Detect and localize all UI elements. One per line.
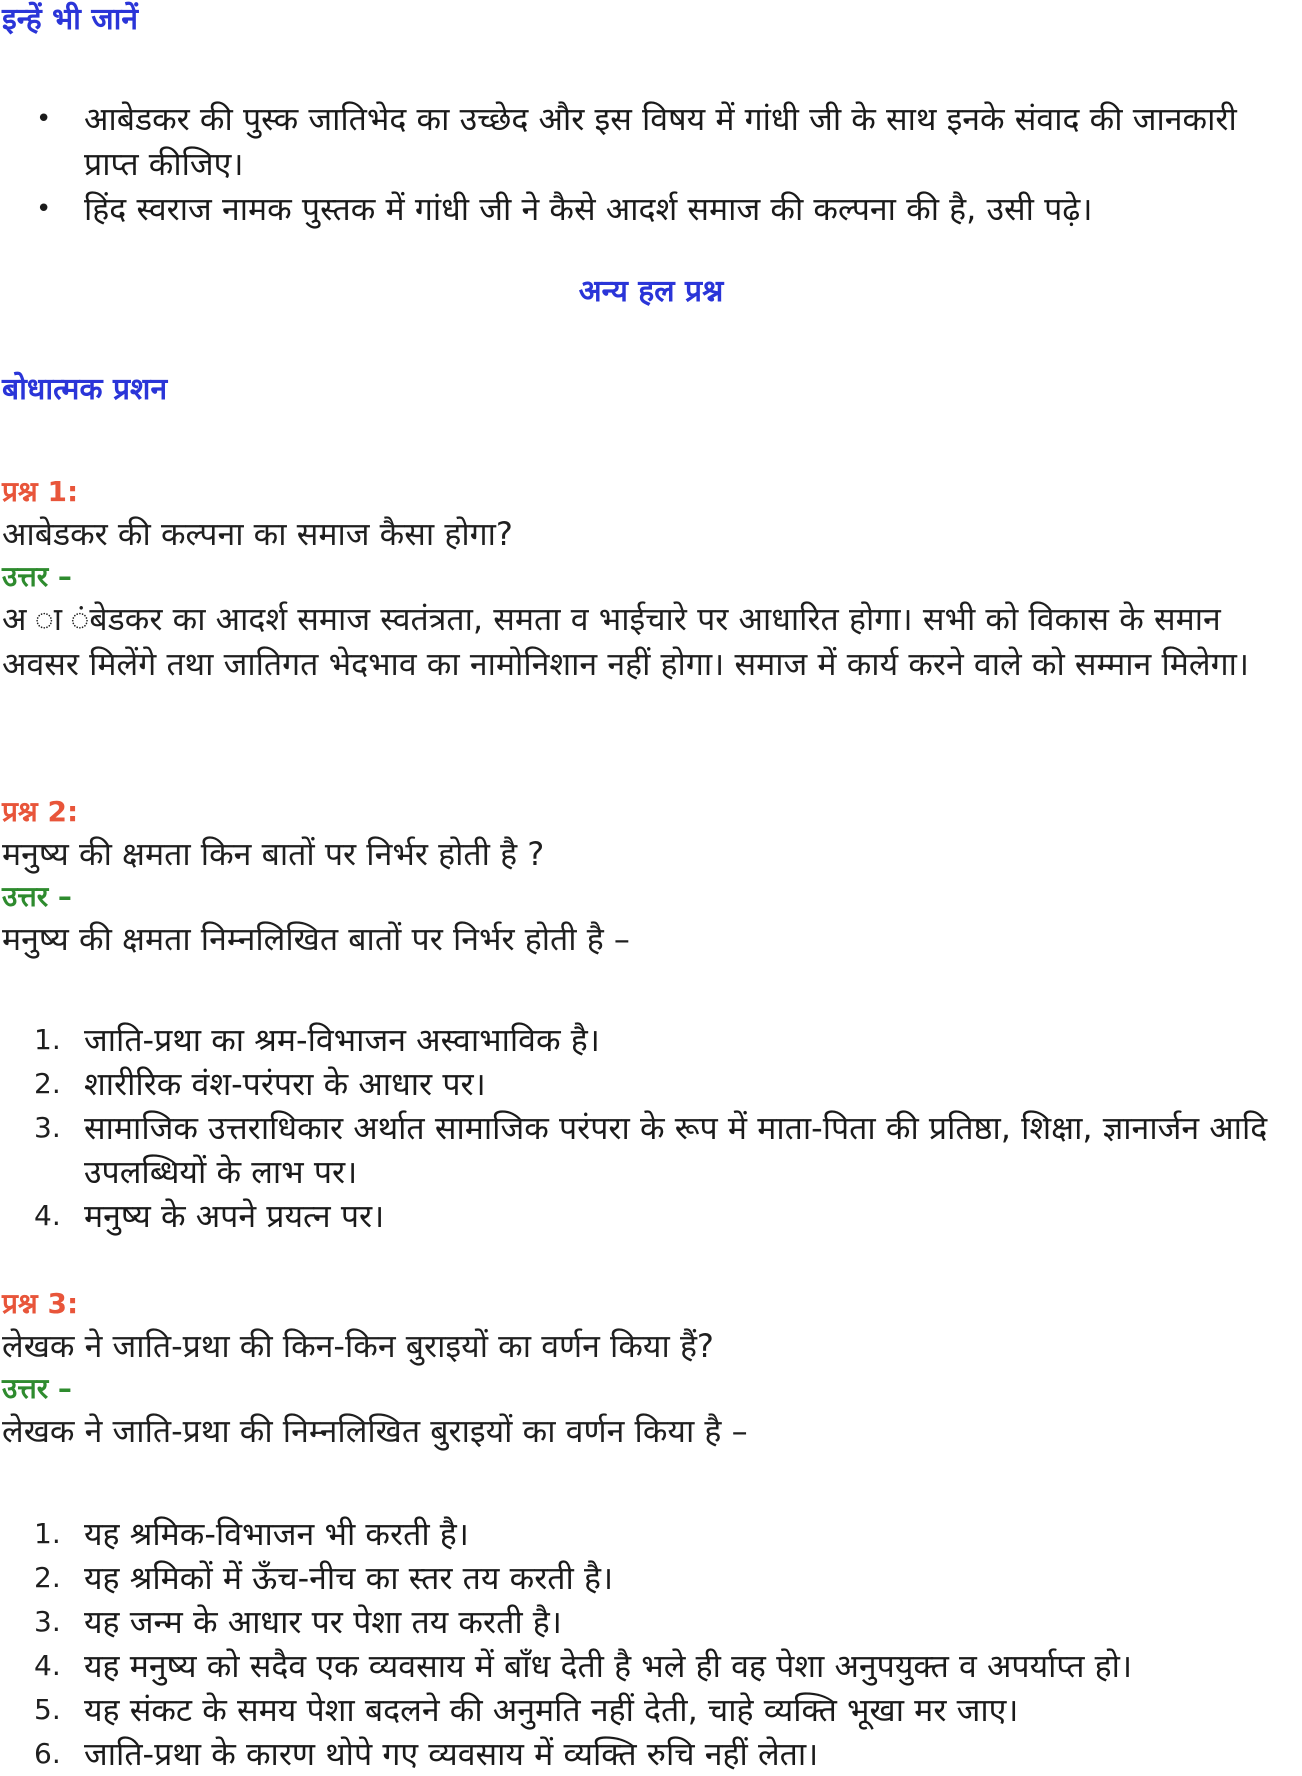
question-text: मनुष्य की क्षमता किन बातों पर निर्भर होती है ? <box>2 835 545 873</box>
answer-label: उत्तर – <box>2 880 72 913</box>
list-number: 3. <box>34 1111 61 1144</box>
list-item-text: शारीरिक वंश-परंपरा के आधार पर। <box>84 1065 486 1103</box>
answer-text: मनुष्य की क्षमता निम्नलिखित बातों पर निर्भर होती है – <box>2 920 630 958</box>
list-item <box>0 1556 1300 1600</box>
list-number: 4. <box>34 1199 61 1232</box>
section-title: अन्य हल प्रश्न <box>578 274 724 309</box>
answer-text: लेखक ने जाति-प्रथा की निम्नलिखित बुराइयों का वर्णन किया है – <box>2 1412 748 1450</box>
question-2-points <box>0 1018 1300 1238</box>
list-item-text: जाति-प्रथा का श्रम-विभाजन अस्वाभाविक है। <box>84 1021 600 1059</box>
list-item-text: जाति-प्रथा के कारण थोपे गए व्यवसाय में व्यक्ति रुचि नहीं लेता। <box>84 1735 819 1773</box>
list-item-text: यह संकट के समय पेशा बदलने की अनुमति नहीं देती, चाहे व्यक्ति भूखा मर जाए। <box>84 1691 1019 1729</box>
list-number: 6. <box>34 1737 61 1770</box>
list-item <box>36 97 1244 187</box>
know-more-list <box>0 97 1244 232</box>
list-item <box>0 1600 1300 1644</box>
list-number: 4. <box>34 1649 61 1682</box>
question-block-2 <box>2 792 1292 962</box>
list-item-text: यह मनुष्य को सदैव एक व्यवसाय में बाँध देती है भले ही वह पेशा अनुपयुक्त व अपर्याप्त हो। <box>84 1647 1133 1685</box>
list-item <box>36 187 1244 232</box>
list-item <box>0 1062 1300 1106</box>
know-more-heading: इन्हें भी जानें <box>2 2 139 37</box>
question-text: लेखक ने जाति-प्रथा की किन-किन बुराइयों का वर्णन किया हैं? <box>2 1327 714 1365</box>
subsection-title: बोधात्मक प्रशन <box>2 372 168 407</box>
list-item-text: यह श्रमिक-विभाजन भी करती है। <box>84 1515 469 1553</box>
list-item-text: यह जन्म के आधार पर पेशा तय करती है। <box>84 1603 562 1641</box>
list-item-text: सामाजिक उत्तराधिकार अर्थात सामाजिक परंपरा के रूप में माता-पिता की प्रतिष्ठा, शिक्षा, ज्ञानार्जन आदि उपलब्धियों के लाभ पर। <box>84 1109 1268 1191</box>
answer-label: उत्तर – <box>2 1372 72 1405</box>
bullet-icon: • <box>36 194 52 224</box>
list-item <box>0 1194 1300 1238</box>
list-item <box>0 1732 1300 1776</box>
answer-text: अ ा ंबेडकर का आदर्श समाज स्वतंत्रता, समता व भाईचारे पर आधारित होगा। सभी को विकास के समान अवसर मिलेंगे तथा जातिगत भेदभाव का नामोनिशान नहीं होगा। समाज में कार्य करने वाले को सम्मान मिलेगा। <box>2 600 1250 683</box>
list-item <box>0 1644 1300 1688</box>
answer-label: उत्तर – <box>2 560 72 593</box>
list-item-text: आबेडकर की पुस्क जातिभेद का उच्छेद और इस विषय में गांधी जी के साथ इनके संवाद की जानकारी प्राप्त कीजिए। <box>84 100 1237 183</box>
list-number: 2. <box>34 1067 61 1100</box>
list-item <box>0 1106 1300 1194</box>
question-text: आबेडकर की कल्पना का समाज कैसा होगा? <box>2 515 513 553</box>
list-item <box>0 1512 1300 1556</box>
list-item <box>0 1018 1300 1062</box>
list-number: 5. <box>34 1693 61 1726</box>
question-label: प्रश्न 3: <box>2 1287 79 1320</box>
question-label: प्रश्न 2: <box>2 795 79 828</box>
list-item-text: मनुष्य के अपने प्रयत्न पर। <box>84 1197 385 1235</box>
list-item-text: हिंद स्वराज नामक पुस्तक में गांधी जी ने कैसे आदर्श समाज की कल्पना की है, उसी पढ़े। <box>84 190 1093 228</box>
question-block-1 <box>2 472 1292 687</box>
list-number: 1. <box>34 1023 61 1056</box>
question-3-points <box>0 1512 1300 1776</box>
bullet-icon: • <box>36 104 52 134</box>
list-item-text: यह श्रमिकों में ऊँच-नीच का स्तर तय करती है। <box>84 1559 614 1597</box>
question-label: प्रश्न 1: <box>2 475 79 508</box>
list-number: 1. <box>34 1517 61 1550</box>
list-number: 2. <box>34 1561 61 1594</box>
list-item <box>0 1688 1300 1732</box>
question-block-3 <box>2 1284 1292 1454</box>
list-number: 3. <box>34 1605 61 1638</box>
